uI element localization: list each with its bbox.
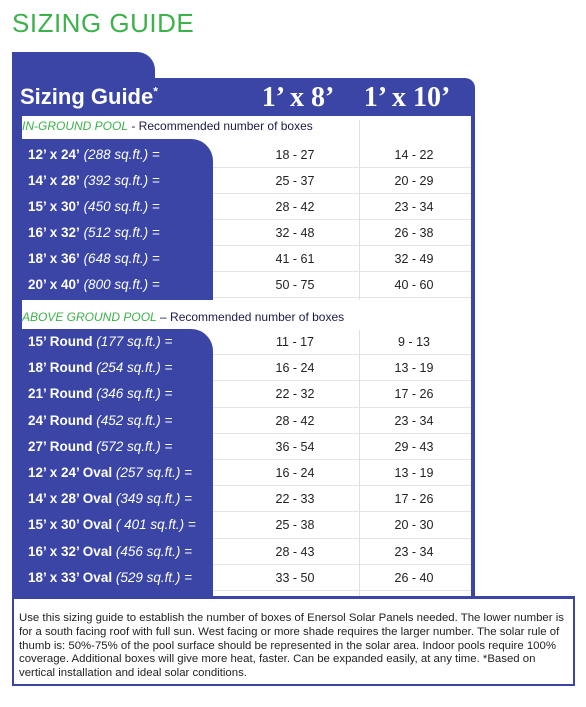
row-label [28, 173, 218, 188]
value-1x10: 32 - 49 [394, 252, 434, 266]
aboveground-label-rest: – Recommended number of boxes [156, 310, 345, 324]
row-divider [213, 590, 471, 591]
table-row [12, 168, 471, 194]
pool-area: (456 sq.ft.) = [112, 543, 192, 559]
row-label [28, 360, 218, 375]
table-row [12, 220, 471, 246]
value-1x8: 16 - 24 [275, 361, 315, 376]
value-1x10: 20 - 29 [394, 174, 434, 188]
pool-area: (572 sq.ft.) = [92, 438, 173, 454]
table-row [12, 142, 471, 168]
value-1x10: 29 - 43 [394, 439, 434, 454]
table-row [12, 460, 471, 486]
value-1x8: 11 - 17 [276, 335, 314, 349]
value-1x10: 17 - 26 [394, 492, 434, 507]
header-title-mark: * [153, 84, 158, 99]
value-1x10: 9 - 13 [398, 335, 430, 349]
pool-area: (450 sq.ft.) = [79, 199, 160, 214]
table-row [12, 408, 471, 434]
table-row [12, 329, 471, 355]
value-1x8: 32 - 48 [275, 226, 315, 240]
pool-size: 15’ x 30’ Oval [28, 517, 113, 533]
value-1x8: 25 - 38 [275, 518, 315, 533]
value-1x8: 33 - 50 [275, 570, 315, 585]
pool-size: 15’ x 30’ [28, 199, 80, 214]
row-label [28, 334, 218, 349]
aboveground-label-main: ABOVE GROUND POOL [22, 310, 157, 324]
pool-area: (529 sq.ft.) = [112, 569, 192, 585]
footer-note: Use this sizing guide to establish the number of boxes of Enersol Solar Panels needed. The lower number is for a south facing roof with full sun. West facing or more shade requires the larger number. The solar rule of thumb is: 50%-75% of the pool surface should be represented in the solar area. Indoor pools require 100% coverage. Additional boxes will give more heat, faster. Can be expanded easily, at any time. *Based on vertical installation and ideal solar conditions. [19, 612, 564, 680]
row-divider [213, 297, 471, 298]
table-row [12, 272, 471, 298]
row-label [28, 544, 218, 559]
value-1x8: 50 - 75 [275, 278, 315, 292]
row-label [28, 386, 218, 401]
pool-size: 18’ x 33’ Oval [28, 569, 113, 585]
pool-size: 12’ x 24’ Oval [28, 465, 113, 480]
pool-area: (177 sq.ft.) = [92, 334, 173, 349]
pool-area: (392 sq.ft.) = [79, 173, 160, 188]
pool-area: (800 sq.ft.) = [79, 277, 160, 292]
value-1x8: 25 - 37 [275, 174, 315, 188]
value-1x10: 23 - 34 [394, 200, 434, 214]
row-label [28, 225, 218, 240]
right-border-stripe [471, 116, 475, 596]
value-1x10: 20 - 30 [394, 518, 434, 533]
row-label [28, 147, 218, 162]
pool-size: 16’ x 32’ Oval [28, 543, 113, 559]
row-label [28, 517, 218, 532]
value-1x8: 22 - 33 [275, 492, 315, 507]
row-label [28, 277, 218, 292]
table-row [12, 194, 471, 220]
pool-size: 12’ x 24’ [28, 147, 80, 162]
value-1x10: 14 - 22 [394, 148, 434, 162]
pool-size: 18’ Round [28, 360, 93, 376]
pool-size: 16’ x 32’ [28, 225, 80, 240]
row-label [28, 570, 218, 585]
pool-size: 15’ Round [28, 334, 93, 349]
column-header-1x10: 1’ x 10’ [363, 82, 451, 113]
pool-area: (512 sq.ft.) = [79, 225, 160, 240]
value-1x8: 22 - 32 [275, 387, 315, 402]
table-row [12, 565, 471, 591]
value-1x8: 41 - 61 [275, 252, 315, 266]
inground-label-rest: - Recommended number of boxes [128, 119, 313, 133]
pool-area: (349 sq.ft.) = [112, 491, 192, 507]
value-1x10: 23 - 34 [394, 544, 434, 559]
pool-size: 24’ Round [28, 412, 93, 428]
pool-size: 14’ x 28’ [28, 173, 80, 188]
table-row [12, 434, 471, 460]
pool-area: (648 sq.ft.) = [79, 251, 160, 266]
value-1x8: 28 - 42 [275, 413, 315, 428]
value-1x10: 13 - 19 [394, 361, 434, 376]
value-1x10: 23 - 34 [394, 413, 434, 428]
table-row [12, 246, 471, 272]
row-label [28, 491, 218, 506]
value-1x8: 18 - 27 [275, 148, 315, 162]
table-row [12, 381, 471, 407]
table-row [12, 539, 471, 565]
column-header-1x8: 1’ x 8’ [261, 82, 335, 113]
pool-area: ( 401 sq.ft.) = [112, 517, 196, 533]
value-1x8: 16 - 24 [275, 466, 315, 480]
row-label [28, 251, 218, 266]
value-1x8: 36 - 54 [275, 439, 315, 454]
row-label [28, 439, 218, 454]
pool-size: 20’ x 40’ [28, 277, 80, 292]
pool-area: (257 sq.ft.) = [112, 465, 192, 480]
page-title: SIZING GUIDE [12, 8, 195, 38]
value-1x8: 28 - 42 [275, 200, 315, 214]
value-1x10: 26 - 38 [394, 226, 434, 240]
value-1x10: 26 - 40 [394, 570, 434, 585]
header-title-text: Sizing Guide [20, 84, 154, 109]
pool-area: (254 sq.ft.) = [92, 360, 173, 376]
table-header-title [20, 84, 158, 110]
pool-size: 18’ x 36’ [28, 251, 80, 266]
table-row [12, 355, 471, 381]
value-1x8: 28 - 43 [275, 544, 315, 559]
pool-area: (346 sq.ft.) = [92, 386, 173, 402]
row-label [28, 465, 218, 480]
table-row [12, 512, 471, 538]
pool-area: (452 sq.ft.) = [92, 412, 173, 428]
pool-area: (288 sq.ft.) = [79, 147, 160, 162]
table-row [12, 486, 471, 512]
pool-size: 14’ x 28’ Oval [28, 491, 113, 507]
value-1x10: 13 - 19 [394, 466, 434, 480]
value-1x10: 40 - 60 [394, 278, 434, 292]
row-label [28, 199, 218, 214]
inground-section-label [22, 119, 313, 133]
aboveground-section-label [22, 310, 344, 324]
row-label [28, 413, 218, 428]
pool-size: 21’ Round [28, 386, 93, 402]
inground-label-main: IN-GROUND POOL [22, 119, 129, 133]
value-1x10: 17 - 26 [394, 387, 434, 402]
pool-size: 27’ Round [28, 438, 93, 454]
